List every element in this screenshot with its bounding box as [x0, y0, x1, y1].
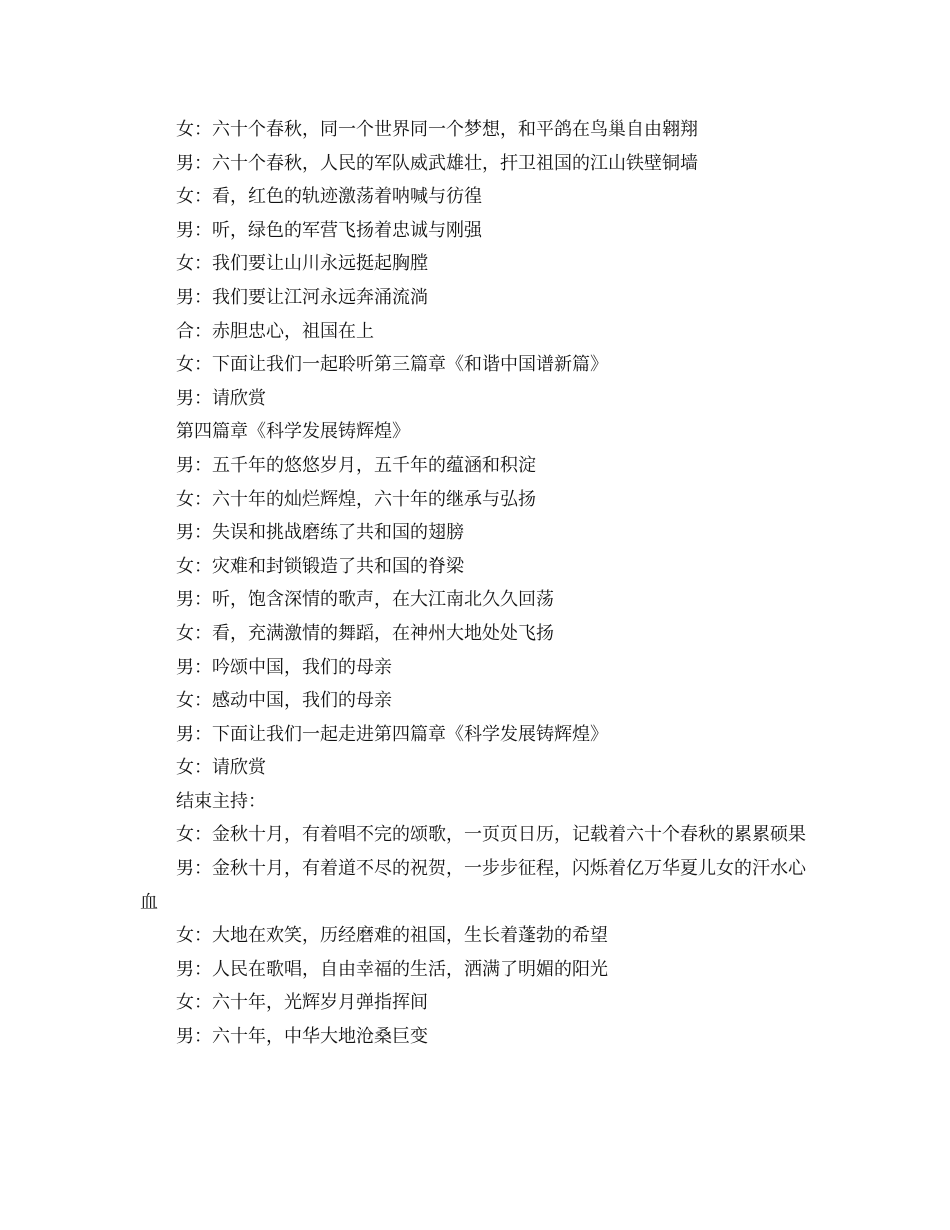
text-line: 女：看，充满激情的舞蹈，在神州大地处处飞扬 [176, 622, 554, 644]
text-line: 女：金秋十月，有着唱不完的颂歌，一页页日历，记载着六十个春秋的累累硕果 [176, 824, 806, 846]
text-line: 男：请欣赏 [176, 387, 266, 409]
text-line: 男：听，饱含深情的歌声，在大江南北久久回荡 [176, 589, 554, 611]
text-line: 男：六十个春秋，人民的军队威武雄壮，扞卫祖国的江山铁壁铜墙 [176, 152, 698, 174]
text-line: 男：失误和挑战磨练了共和国的翅膀 [176, 522, 464, 544]
text-line: 女：请欣赏 [176, 757, 266, 779]
text-line: 男：金秋十月，有着道不尽的祝贺，一步步征程，闪烁着亿万华夏儿女的汗水心血 [140, 858, 806, 913]
text-line: 男：下面让我们一起走进第四篇章《科学发展铸辉煌》 [176, 723, 608, 745]
text-line: 女：我们要让山川永远挺起胸膛 [176, 253, 428, 275]
text-line: 男：吟颂中国，我们的母亲 [176, 656, 392, 678]
text-line: 男：六十年，中华大地沧桑巨变 [176, 1026, 428, 1048]
document-body [140, 113, 820, 1054]
section-heading: 结束主持： [176, 790, 266, 812]
text-line: 女：六十年的灿烂辉煌，六十年的继承与弘扬 [176, 488, 536, 510]
text-line: 女：感动中国，我们的母亲 [176, 690, 392, 712]
text-line: 男：听，绿色的军营飞扬着忠诚与刚强 [176, 219, 482, 241]
text-line: 女：看，红色的轨迹激荡着呐喊与彷徨 [176, 186, 482, 208]
text-line: 女：灾难和封锁锻造了共和国的脊梁 [176, 555, 464, 577]
text-line: 女：下面让我们一起聆听第三篇章《和谐中国谱新篇》 [176, 354, 608, 376]
text-line: 女：六十年，光辉岁月弹指挥间 [176, 992, 428, 1014]
text-line: 男：人民在歌唱，自由幸福的生活，洒满了明媚的阳光 [176, 958, 608, 980]
text-line: 男：我们要让江河永远奔涌流淌 [176, 286, 428, 308]
text-line: 男：五千年的悠悠岁月，五千年的蕴涵和积淀 [176, 454, 536, 476]
section-heading: 第四篇章《科学发展铸辉煌》 [176, 421, 410, 443]
text-line: 合：赤胆忠心，祖国在上 [176, 320, 374, 342]
text-line: 女：大地在欢笑，历经磨难的祖国，生长着蓬勃的希望 [176, 925, 608, 947]
text-line: 女：六十个春秋，同一个世界同一个梦想，和平鸽在鸟巢自由翱翔 [176, 119, 698, 140]
